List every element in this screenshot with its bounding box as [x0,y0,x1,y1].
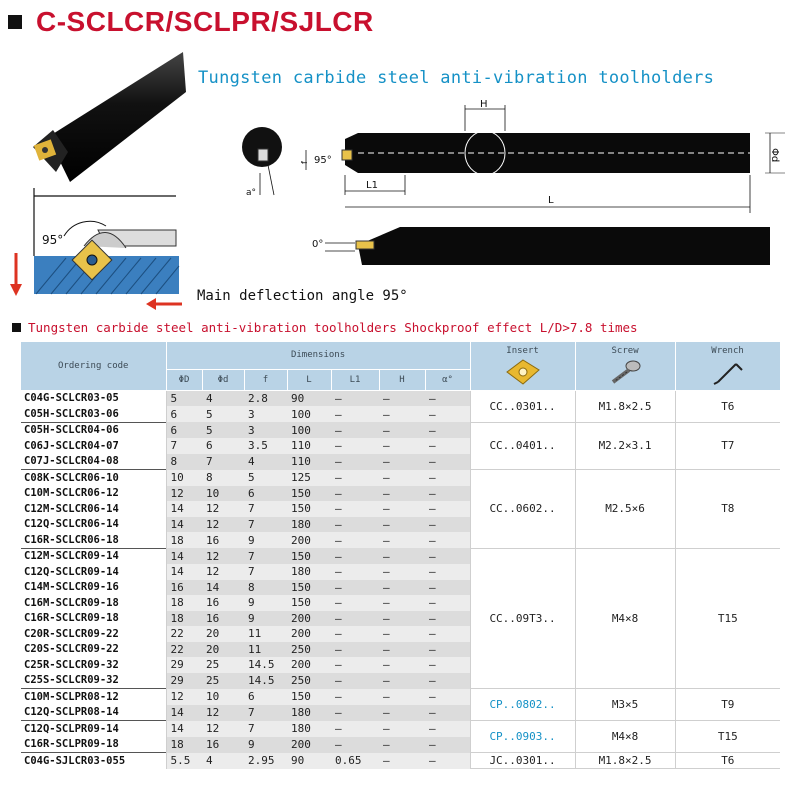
insert-cell: CC..0401.. [470,422,575,470]
cell-D: 12 [166,689,202,705]
L1-label: L1 [366,180,378,191]
table-row-code: C16R-SCLPR09-18 [21,737,166,753]
cell-L: 150 [287,595,331,611]
cell-L: 125 [287,470,331,486]
screw-header-label: Screw [611,345,639,356]
cell-d: 12 [202,721,244,737]
insert-cell: CC..09T3.. [470,548,575,689]
cell-H: – [379,595,425,611]
cell-L: 200 [287,611,331,627]
cell-H: – [379,673,425,689]
angle-f-label: 95° [314,155,332,166]
wrench-cell: T8 [675,470,780,549]
cell-f: 7 [244,501,287,517]
cell-f: 5 [244,470,287,486]
insert-cell: CC..0301.. [470,390,575,422]
insert-header-label: Insert [506,345,539,356]
col-header-H: H [379,369,425,390]
cell-H: – [379,611,425,627]
cell-H: – [379,390,425,406]
spec-table [21,342,781,769]
cell-d: 10 [202,689,244,705]
cell-L: 180 [287,564,331,580]
cell-H: – [379,721,425,737]
col-header-f: f [244,369,287,390]
cell-L: 200 [287,626,331,642]
screw-icon [607,358,643,386]
cell-L: 150 [287,548,331,564]
table-row-code: C10M-SCLCR06-12 [21,486,166,502]
cell-alpha: – [425,642,470,658]
cell-L: 90 [287,753,331,769]
col-header-L1: L1 [331,369,379,390]
cell-d: 7 [202,454,244,470]
cell-H: – [379,517,425,533]
cell-H: – [379,422,425,438]
cell-H: – [379,626,425,642]
cell-d: 12 [202,564,244,580]
cell-f: 11 [244,626,287,642]
wrench-header [675,342,780,390]
table-row-code: C14M-SCLCR09-16 [21,580,166,596]
cell-D: 18 [166,595,202,611]
col-header-L: L [287,369,331,390]
table-row-code: C08K-SCLCR06-10 [21,470,166,486]
cell-L1: – [331,501,379,517]
cell-f: 9 [244,611,287,627]
cell-L1: – [331,548,379,564]
cell-alpha: – [425,580,470,596]
cell-alpha: – [425,737,470,753]
cell-D: 29 [166,673,202,689]
col-header-d: Φd [202,369,244,390]
cell-f: 2.95 [244,753,287,769]
table-row-code: C07J-SCLCR04-08 [21,454,166,470]
cell-L: 180 [287,705,331,721]
cell-alpha: – [425,595,470,611]
cell-alpha: – [425,422,470,438]
cell-alpha: – [425,705,470,721]
cell-D: 7 [166,438,202,454]
cell-D: 6 [166,422,202,438]
wrench-cell: T6 [675,753,780,769]
cell-D: 22 [166,626,202,642]
cell-D: 6 [166,406,202,422]
cell-alpha: – [425,673,470,689]
table-row-code: C16R-SCLCR09-18 [21,611,166,627]
cell-f: 9 [244,532,287,548]
table-row-code: C12Q-SCLPR09-14 [21,721,166,737]
cell-L: 90 [287,390,331,406]
cell-d: 4 [202,753,244,769]
cell-H: – [379,486,425,502]
cell-d: 20 [202,626,244,642]
cell-H: – [379,470,425,486]
cell-L1: – [331,390,379,406]
cell-L1: – [331,626,379,642]
cell-L: 110 [287,438,331,454]
screw-cell: M4×8 [575,721,675,753]
cell-d: 12 [202,705,244,721]
screw-header [575,342,675,390]
cell-D: 14 [166,548,202,564]
cell-D: 14 [166,517,202,533]
cell-f: 7 [244,721,287,737]
cell-L1: – [331,470,379,486]
insert-icon [505,358,541,386]
cell-D: 29 [166,657,202,673]
cell-H: – [379,438,425,454]
tool-tip-photo [8,32,188,202]
title-square-icon [8,15,22,29]
cell-L: 150 [287,486,331,502]
cell-L: 200 [287,657,331,673]
cell-alpha: – [425,626,470,642]
insert-cell: CP..0903.. [470,721,575,753]
table-row-code: C25S-SCLCR09-32 [21,673,166,689]
title-text: C-SCLCR/SCLPR/SJLCR [36,6,374,37]
cell-d: 4 [202,390,244,406]
cell-d: 16 [202,532,244,548]
cell-H: – [379,737,425,753]
table-row-code: C12M-SCLCR09-14 [21,548,166,564]
cell-f: 7 [244,517,287,533]
cell-f: 3.5 [244,438,287,454]
cell-D: 22 [166,642,202,658]
cell-alpha: – [425,517,470,533]
cell-D: 5 [166,390,202,406]
cell-d: 25 [202,657,244,673]
cell-d: 12 [202,501,244,517]
cell-L: 180 [287,517,331,533]
cell-L1: – [331,657,379,673]
cell-D: 18 [166,532,202,548]
table-row-code: C04G-SJLCR03-055 [21,753,166,769]
cell-D: 5.5 [166,753,202,769]
cell-L: 150 [287,501,331,517]
table-row-code: C12Q-SCLCR09-14 [21,564,166,580]
cell-f: 6 [244,486,287,502]
cell-L: 250 [287,642,331,658]
cell-L: 110 [287,454,331,470]
cell-d: 6 [202,438,244,454]
subtitle: Tungsten carbide steel anti-vibration toolholders [198,68,715,88]
cell-D: 18 [166,611,202,627]
cell-H: – [379,406,425,422]
cell-L: 200 [287,532,331,548]
wrench-cell: T7 [675,422,780,470]
col-header-D: ΦD [166,369,202,390]
dimensions-header: Dimensions [166,342,470,369]
table-banner: Tungsten carbide steel anti-vibration toolholders Shockproof effect L/D>7.8 times [28,320,638,335]
cell-d: 20 [202,642,244,658]
cell-f: 4 [244,454,287,470]
col-header-alpha: α° [425,369,470,390]
cell-d: 16 [202,737,244,753]
cell-L1: 0.65 [331,753,379,769]
cell-d: 5 [202,406,244,422]
cell-D: 14 [166,705,202,721]
cell-L: 250 [287,673,331,689]
insert-header [470,342,575,390]
H-label: H [480,99,488,110]
cell-f: 14.5 [244,673,287,689]
cell-H: – [379,580,425,596]
cell-D: 12 [166,486,202,502]
cell-L1: – [331,564,379,580]
table-row-code: C12Q-SCLPR08-14 [21,705,166,721]
cell-H: – [379,657,425,673]
cell-D: 16 [166,580,202,596]
cell-alpha: – [425,532,470,548]
cell-alpha: – [425,406,470,422]
cell-d: 16 [202,595,244,611]
cell-f: 9 [244,595,287,611]
table-row-code: C04G-SCLCR03-05 [21,390,166,406]
cell-alpha: – [425,657,470,673]
cell-H: – [379,564,425,580]
wrench-header-label: Wrench [711,345,744,356]
cell-L: 100 [287,406,331,422]
ordering-code-header: Ordering code [21,342,166,390]
table-row-code: C20R-SCLCR09-22 [21,626,166,642]
cell-L1: – [331,611,379,627]
zero-angle-label: 0° [312,239,324,250]
table-row-code: C05H-SCLCR04-06 [21,422,166,438]
wrench-cell: T9 [675,689,780,721]
cell-alpha: – [425,438,470,454]
cell-L1: – [331,642,379,658]
alpha-label: a° [246,188,257,198]
cell-L1: – [331,705,379,721]
screw-cell: M1.8×2.5 [575,753,675,769]
insert-cell: JC..0301.. [470,753,575,769]
wrench-cell: T6 [675,390,780,422]
cell-L: 100 [287,422,331,438]
cell-L1: – [331,486,379,502]
screw-cell: M3×5 [575,689,675,721]
cell-L1: – [331,532,379,548]
screw-cell: M2.5×6 [575,470,675,549]
cell-d: 10 [202,486,244,502]
cell-alpha: – [425,390,470,406]
phi-d-label: Φd [769,148,780,163]
spec-table-body [21,390,780,769]
cell-f: 7 [244,705,287,721]
cell-L1: – [331,721,379,737]
cell-alpha: – [425,611,470,627]
table-row-code: C06J-SCLCR04-07 [21,438,166,454]
L-label: L [548,195,554,206]
screw-cell: M4×8 [575,548,675,689]
cell-alpha: – [425,454,470,470]
cell-L1: – [331,517,379,533]
cell-H: – [379,548,425,564]
cell-alpha: – [425,564,470,580]
deflection-angle-text: Main deflection angle 95° [197,288,408,304]
cell-L1: – [331,689,379,705]
f-label: f [300,161,309,164]
cell-f: 14.5 [244,657,287,673]
cell-d: 12 [202,517,244,533]
cell-alpha: – [425,689,470,705]
cell-D: 18 [166,737,202,753]
insert-cell: CP..0802.. [470,689,575,721]
wrench-cell: T15 [675,721,780,753]
cell-f: 6 [244,689,287,705]
cell-D: 8 [166,454,202,470]
cell-D: 14 [166,564,202,580]
insert-cell: CC..0602.. [470,470,575,549]
cell-D: 14 [166,721,202,737]
table-row-code: C12Q-SCLCR06-14 [21,517,166,533]
cell-alpha: – [425,721,470,737]
cell-d: 8 [202,470,244,486]
cell-d: 12 [202,548,244,564]
cell-L1: – [331,406,379,422]
screw-cell: M2.2×3.1 [575,422,675,470]
wrench-cell: T15 [675,548,780,689]
cell-d: 16 [202,611,244,627]
cell-H: – [379,532,425,548]
table-row-code: C20S-SCLCR09-22 [21,642,166,658]
cell-L1: – [331,422,379,438]
cell-H: – [379,501,425,517]
cell-H: – [379,454,425,470]
cell-H: – [379,642,425,658]
cell-L1: – [331,595,379,611]
cell-D: 10 [166,470,202,486]
cell-H: – [379,705,425,721]
cell-f: 7 [244,564,287,580]
cell-f: 8 [244,580,287,596]
cell-alpha: – [425,548,470,564]
cell-L: 150 [287,580,331,596]
cell-d: 14 [202,580,244,596]
cell-alpha: – [425,486,470,502]
cell-L1: – [331,673,379,689]
cell-L: 180 [287,721,331,737]
cell-f: 9 [244,737,287,753]
cell-f: 11 [244,642,287,658]
table-row-code: C16M-SCLCR09-18 [21,595,166,611]
cell-L1: – [331,580,379,596]
banner-square-icon [12,323,21,332]
screw-cell: M1.8×2.5 [575,390,675,422]
table-row-code: C12M-SCLCR06-14 [21,501,166,517]
table-row-code: C16R-SCLCR06-18 [21,532,166,548]
cell-L: 150 [287,689,331,705]
table-row-code: C25R-SCLCR09-32 [21,657,166,673]
cell-D: 14 [166,501,202,517]
cutting-angle-diagram [6,188,186,308]
cell-f: 7 [244,548,287,564]
table-row-code: C05H-SCLCR03-06 [21,406,166,422]
cell-H: – [379,689,425,705]
cell-L1: – [331,454,379,470]
toolholder-drawing [230,95,790,280]
table-row-code: C10M-SCLPR08-12 [21,689,166,705]
cell-alpha: – [425,501,470,517]
cell-f: 3 [244,422,287,438]
cell-alpha: – [425,753,470,769]
wrench-icon [710,358,746,386]
cell-alpha: – [425,470,470,486]
cell-H: – [379,753,425,769]
cell-L1: – [331,438,379,454]
cell-f: 3 [244,406,287,422]
cell-d: 25 [202,673,244,689]
cell-d: 5 [202,422,244,438]
angle-95-label: 95° [42,233,64,247]
cell-L: 200 [287,737,331,753]
cell-L1: – [331,737,379,753]
cell-f: 2.8 [244,390,287,406]
